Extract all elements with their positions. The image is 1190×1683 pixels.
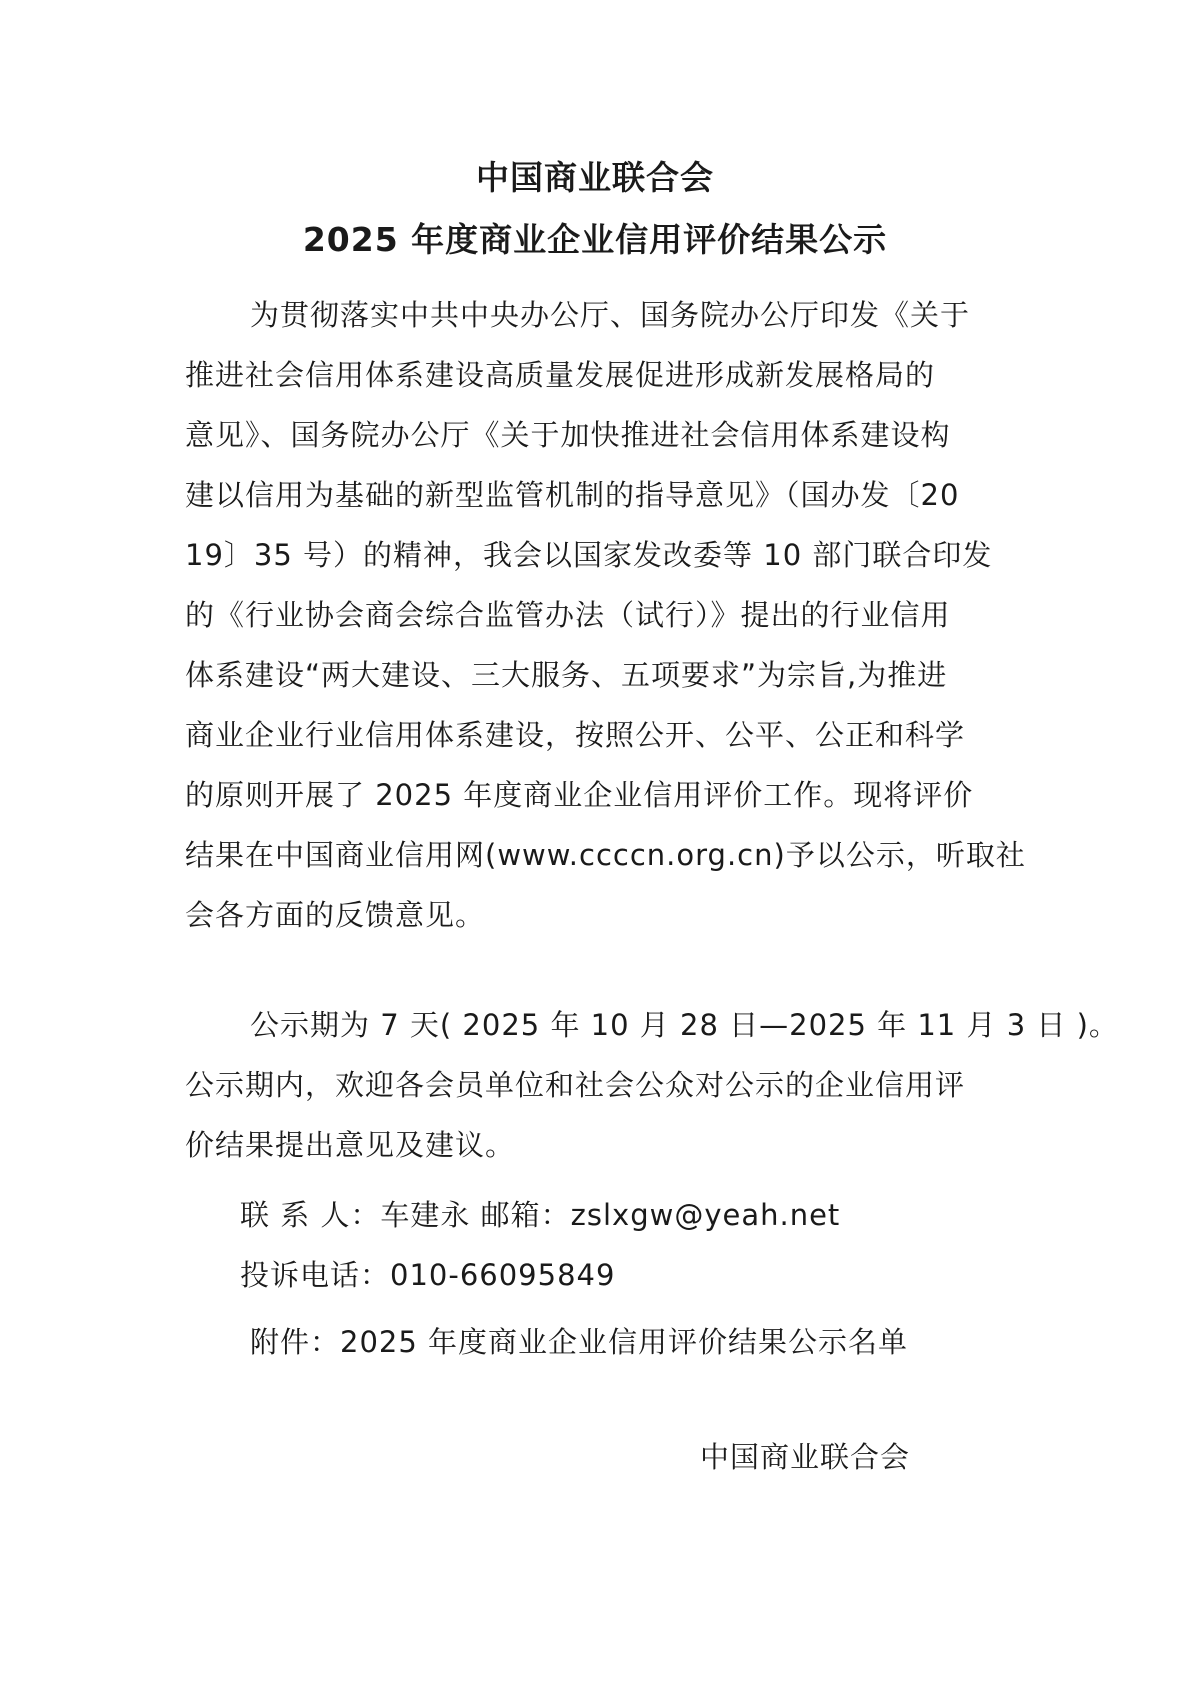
paragraph-2-line: 价结果提出意见及建议。 xyxy=(185,1128,516,1162)
paragraph-1-line: 为贯彻落实中共中央办公厅、国务院办公厅印发《关于 xyxy=(250,298,971,332)
paragraph-1-line: 推进社会信用体系建设高质量发展促进形成新发展格局的 xyxy=(185,358,936,392)
paragraph-2-line: 公示期内，欢迎各会员单位和社会公众对公示的企业信用评 xyxy=(185,1068,966,1102)
contact-line: 联 系 人：车建永 邮箱：zslxgw@yeah.net xyxy=(240,1198,841,1232)
paragraph-1-line: 的原则开展了 2025 年度商业企业信用评价工作。现将评价 xyxy=(185,778,974,812)
paragraph-1-line: 体系建设“两大建设、三大服务、五项要求”为宗旨,为推进 xyxy=(185,658,948,692)
document-title-line-2: 2025 年度商业企业信用评价结果公示 xyxy=(302,220,888,259)
complaint-phone-line: 投诉电话：010-66095849 xyxy=(240,1258,616,1292)
paragraph-1-line: 会各方面的反馈意见。 xyxy=(185,898,486,932)
paragraph-1-line: 的《行业协会商会综合监管办法（试行）》提出的行业信用 xyxy=(185,598,951,632)
paragraph-2-line: 公示期为 7 天( 2025 年 10 月 28 日—2025 年 11 月 3 日 )。 xyxy=(250,1008,1119,1042)
paragraph-1-line: 意见》、国务院办公厅《关于加快推进社会信用体系建设构 xyxy=(185,418,951,452)
document-title-line-1: 中国商业联合会 xyxy=(476,158,714,197)
attachment-line: 附件：2025 年度商业企业信用评价结果公示名单 xyxy=(250,1325,909,1359)
paragraph-1-line: 建以信用为基础的新型监管机制的指导意见》（国办发〔20 xyxy=(185,478,960,512)
paragraph-1-line: 结果在中国商业信用网(www.ccccn.org.cn)予以公示，听取社 xyxy=(185,838,1026,872)
paragraph-1-line: 19〕35 号）的精神，我会以国家发改委等 10 部门联合印发 xyxy=(185,538,993,572)
paragraph-1-line: 商业企业行业信用体系建设，按照公开、公平、公正和科学 xyxy=(185,718,966,752)
signature-organization: 中国商业联合会 xyxy=(700,1440,911,1474)
